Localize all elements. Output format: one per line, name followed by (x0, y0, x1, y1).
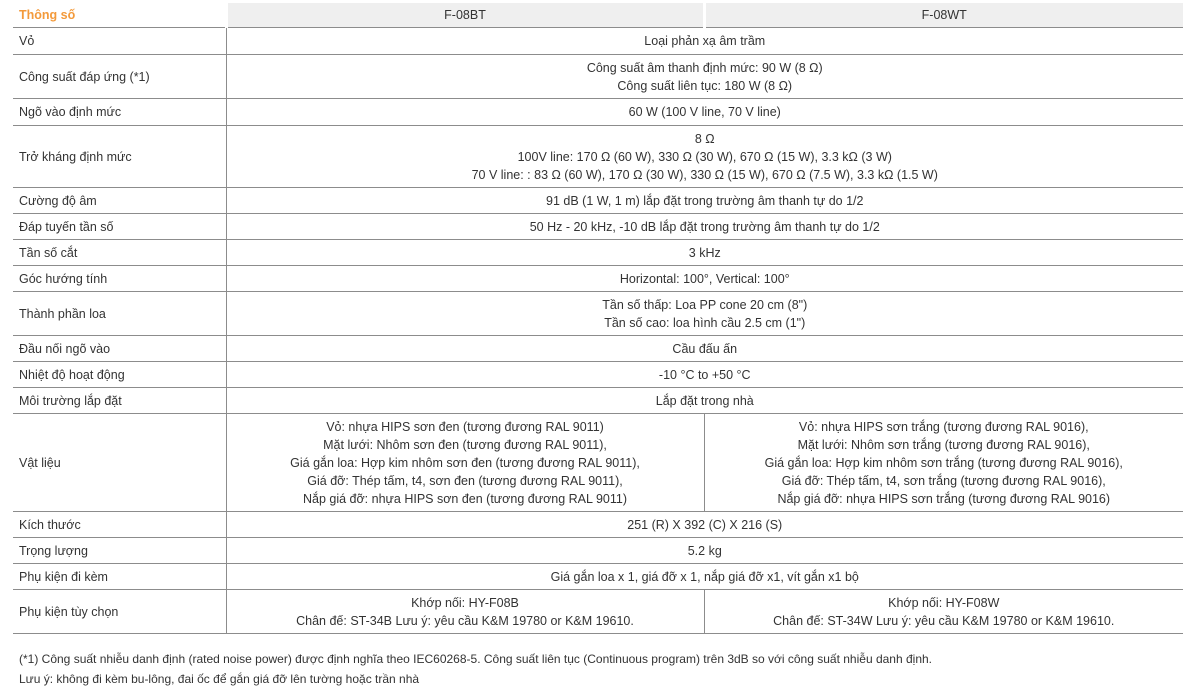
row-label: Trở kháng định mức (13, 126, 226, 188)
table-row (13, 414, 1183, 512)
row-label: Trọng lượng (13, 538, 226, 564)
row-value (226, 240, 1183, 266)
value-line: Vỏ: nhựa HIPS sơn trắng (tương đương RAL 9016), (798, 419, 1089, 434)
row-value (226, 512, 1183, 538)
footnotes (19, 649, 1184, 689)
table-row (13, 538, 1183, 564)
table-row (13, 126, 1183, 188)
row-label: Cường độ âm (13, 188, 226, 214)
value-line: 91 dB (1 W, 1 m) lắp đặt trong trường âm thanh tự do 1/2 (546, 193, 864, 208)
value-line: 50 Hz - 20 kHz, -10 dB lắp đặt trong trường âm thanh tự do 1/2 (529, 219, 880, 234)
value-line: Chân đế: ST-34B Lưu ý: yêu cầu K&M 19780 or K&M 19610. (296, 613, 634, 628)
row-value-f08wt (704, 414, 1183, 512)
value-line: Tần số cao: loa hình cầu 2.5 cm (1") (604, 315, 806, 330)
row-label: Thành phần loa (13, 292, 226, 336)
row-value (226, 188, 1183, 214)
table-row (13, 55, 1183, 99)
value-line: Mặt lưới: Nhôm sơn đen (tương đương RAL 9011), (323, 437, 607, 452)
table-row (13, 99, 1183, 126)
row-label: Phụ kiện tùy chọn (13, 590, 226, 634)
table-row (13, 292, 1183, 336)
table-row (13, 28, 1183, 55)
row-label: Nhiệt độ hoạt động (13, 362, 226, 388)
row-label: Vật liệu (13, 414, 226, 512)
table-row (13, 590, 1183, 634)
value-line: Cầu đấu ấn (672, 341, 738, 356)
row-value-f08bt (226, 414, 704, 512)
value-line: 5.2 kg (687, 543, 722, 558)
row-value (226, 336, 1183, 362)
row-value (226, 126, 1183, 188)
row-value-f08bt (226, 590, 704, 634)
row-value (226, 538, 1183, 564)
footnote: (*1) Công suất nhiễu danh định (rated noise power) được định nghĩa theo IEC60268-5. Công suất liên tục (Continuous program) trên 3dB so với công suất nhiễu danh định. (19, 652, 933, 666)
table-row (13, 388, 1183, 414)
table-row (13, 512, 1183, 538)
value-line: Khớp nối: HY-F08W (888, 595, 1000, 610)
row-label: Đáp tuyến tần số (13, 214, 226, 240)
row-label: Kích thước (13, 512, 226, 538)
value-line: Lắp đặt trong nhà (655, 393, 754, 408)
value-line: 8 Ω (694, 131, 715, 146)
row-label: Đầu nối ngõ vào (13, 336, 226, 362)
row-label: Ngõ vào định mức (13, 99, 226, 126)
header-row (13, 3, 1183, 28)
value-line: Giá đỡ: Thép tấm, t4, sơn trắng (tương đương RAL 9016), (781, 473, 1106, 488)
table-row (13, 188, 1183, 214)
model-header-f08bt: F-08BT (226, 3, 704, 28)
value-line: Mặt lưới: Nhôm sơn trắng (tương đương RAL 9016), (797, 437, 1090, 452)
row-label: Vỏ (13, 28, 226, 55)
value-line: Loại phản xạ âm trầm (644, 34, 766, 48)
spec-table (13, 3, 1183, 634)
value-line: Tần số thấp: Loa PP cone 20 cm (8") (602, 297, 808, 312)
row-label: Phụ kiện đi kèm (13, 564, 226, 590)
row-label: Góc hướng tính (13, 266, 226, 292)
value-line: Công suất âm thanh định mức: 90 W (8 Ω) (586, 60, 823, 75)
row-value (226, 564, 1183, 590)
row-label: Tần số cắt (13, 240, 226, 266)
value-line: -10 °C to +50 °C (658, 367, 751, 382)
value-line: Công suất liên tục: 180 W (8 Ω) (617, 78, 793, 93)
row-value (226, 55, 1183, 99)
value-line: 70 V line: : 83 Ω (60 W), 170 Ω (30 W), 330 Ω (15 W), 670 Ω (7.5 W), 3.3 kΩ (1.5 W) (471, 167, 938, 182)
value-line: Vỏ: nhựa HIPS sơn đen (tương đương RAL 9011) (326, 419, 604, 434)
value-line: Nắp giá đỡ: nhựa HIPS sơn đen (tương đương RAL 9011) (302, 491, 628, 506)
spec-title: Thông số (13, 3, 226, 28)
table-row (13, 336, 1183, 362)
value-line: Nắp giá đỡ: nhựa HIPS sơn trắng (tương đương RAL 9016) (777, 491, 1111, 506)
row-value-f08wt (704, 590, 1183, 634)
model-header-f08wt: F-08WT (704, 3, 1183, 28)
row-value (226, 28, 1183, 55)
row-value (226, 214, 1183, 240)
footnote: Lưu ý: không đi kèm bu-lông, đai ốc để gắn giá đỡ lên tường hoặc trần nhà (19, 672, 420, 686)
row-value (226, 292, 1183, 336)
row-value (226, 99, 1183, 126)
value-line: 3 kHz (688, 245, 721, 260)
value-line: 100V line: 170 Ω (60 W), 330 Ω (30 W), 670 Ω (15 W), 3.3 kΩ (3 W) (517, 149, 892, 164)
table-row (13, 240, 1183, 266)
row-value (226, 266, 1183, 292)
value-line: Khớp nối: HY-F08B (411, 595, 519, 610)
value-line: Chân đế: ST-34W Lưu ý: yêu cầu K&M 19780 or K&M 19610. (773, 613, 1115, 628)
value-line: 251 (R) X 392 (C) X 216 (S) (627, 517, 783, 532)
row-label: Công suất đáp ứng (*1) (13, 55, 226, 99)
row-label: Môi trường lắp đặt (13, 388, 226, 414)
value-line: Giá gắn loa x 1, giá đỡ x 1, nắp giá đỡ x1, vít gắn x1 bộ (550, 569, 859, 584)
value-line: Giá gắn loa: Hợp kim nhôm sơn đen (tương đương RAL 9011), (290, 455, 640, 470)
table-row (13, 214, 1183, 240)
value-line: Giá đỡ: Thép tấm, t4, sơn đen (tương đương RAL 9011), (307, 473, 623, 488)
table-row (13, 362, 1183, 388)
table-row (13, 564, 1183, 590)
row-value (226, 362, 1183, 388)
value-line: 60 W (100 V line, 70 V line) (628, 105, 781, 119)
row-value (226, 388, 1183, 414)
value-line: Horizontal: 100°, Vertical: 100° (619, 271, 790, 286)
table-row (13, 266, 1183, 292)
value-line: Giá gắn loa: Hợp kim nhôm sơn trắng (tương đương RAL 9016), (764, 455, 1123, 470)
